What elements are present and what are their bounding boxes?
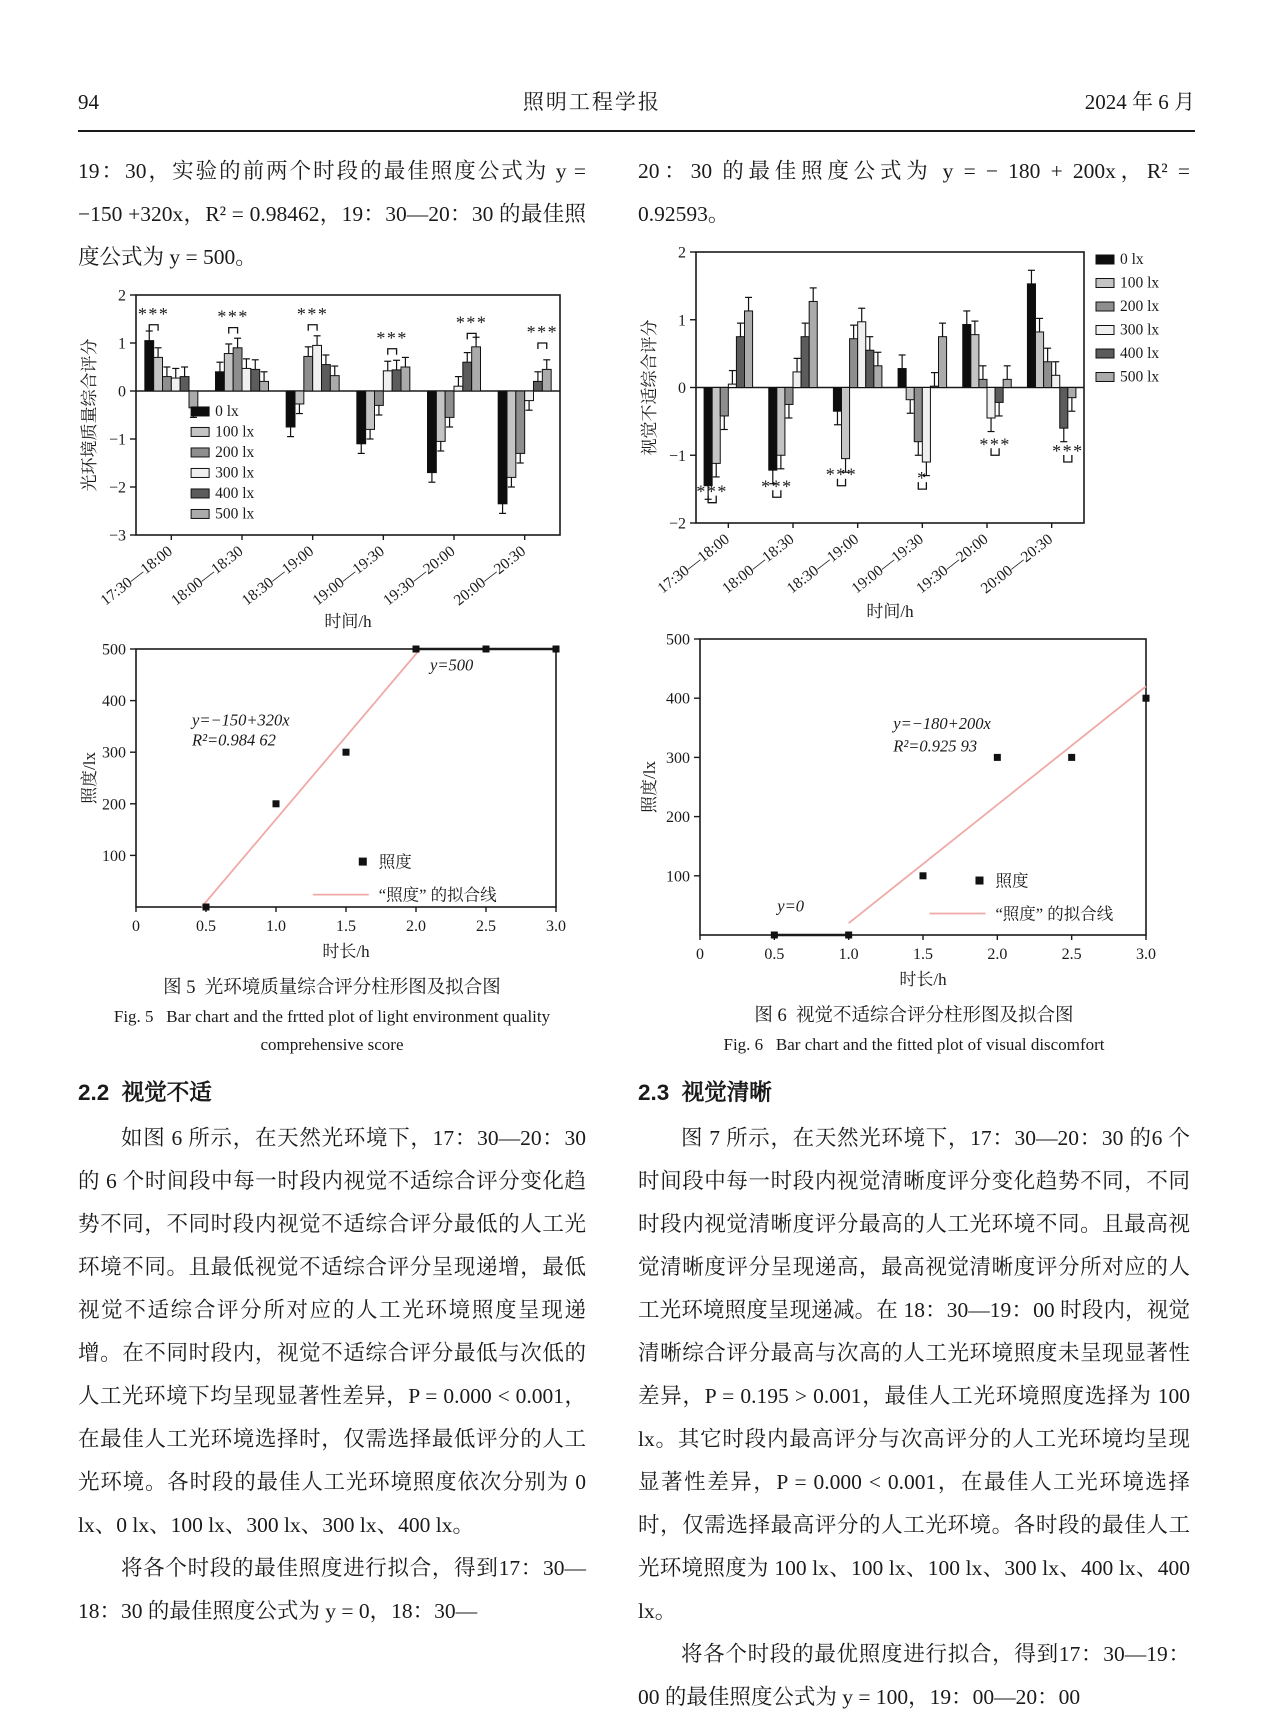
page-number: 94	[78, 90, 99, 114]
svg-text:0: 0	[118, 383, 126, 401]
svg-text:17:30—18:00: 17:30—18:00	[97, 542, 176, 610]
svg-text:500: 500	[102, 641, 126, 659]
svg-text:300 lx: 300 lx	[215, 464, 255, 482]
svg-text:***: ***	[455, 312, 488, 333]
figure5	[78, 285, 586, 1055]
right-column	[638, 150, 1190, 1719]
svg-text:***: ***	[1052, 441, 1084, 462]
svg-text:1: 1	[678, 312, 686, 330]
svg-text:照度: 照度	[378, 852, 412, 872]
svg-text:光环境质量综合评分: 光环境质量综合评分	[80, 338, 99, 492]
svg-text:0.5: 0.5	[196, 918, 216, 935]
fig5-caption-en-line2: comprehensive score	[260, 1035, 404, 1054]
section-2-2-heading: 2.2 视觉不适	[78, 1080, 212, 1105]
svg-text:2.0: 2.0	[987, 946, 1008, 963]
fig6-caption-en: Fig. 6 Bar chart and the fitted plot of visual discomfort	[723, 1035, 1105, 1054]
svg-text:y=−180+200x: y=−180+200x	[893, 713, 991, 733]
svg-text:***: ***	[825, 464, 858, 485]
svg-text:−3: −3	[108, 527, 126, 545]
svg-text:***: ***	[526, 322, 559, 342]
svg-text:3.0: 3.0	[1136, 946, 1156, 963]
svg-text:19:00—19:30: 19:00—19:30	[848, 530, 927, 598]
fig5-caption-zh: 图 5 光环境质量综合评分柱形图及拟合图	[163, 978, 501, 998]
svg-text:17:30—18:00: 17:30—18:00	[654, 530, 733, 598]
svg-text:视觉不适综合评分: 视觉不适综合评分	[640, 319, 659, 456]
svg-text:2.5: 2.5	[1061, 946, 1082, 963]
svg-text:“照度” 的拟合线: “照度” 的拟合线	[378, 885, 497, 905]
svg-text:400 lx: 400 lx	[1120, 345, 1160, 362]
svg-text:时长/h: 时长/h	[322, 942, 370, 961]
left-column	[78, 150, 586, 1719]
svg-text:500: 500	[666, 631, 690, 649]
section-2-3-paragraph-2: 将各个时段的最优照度进行拟合，得到17：30—19：00 的最佳照度公式为 y = 100，19：00—20：00	[638, 1642, 1190, 1709]
svg-text:18:00—18:30: 18:00—18:30	[719, 530, 798, 598]
svg-text:100: 100	[666, 868, 690, 886]
svg-text:1.5: 1.5	[913, 946, 933, 963]
svg-text:300: 300	[666, 749, 690, 767]
fig6-bar-chart	[638, 242, 1190, 627]
figure6	[638, 242, 1190, 1055]
svg-text:500 lx: 500 lx	[215, 505, 255, 523]
svg-text:1.0: 1.0	[838, 946, 859, 963]
svg-text:2: 2	[118, 287, 126, 305]
svg-text:0: 0	[132, 918, 140, 935]
svg-text:0.5: 0.5	[764, 946, 785, 963]
fig6-fit-chart	[638, 627, 1190, 995]
page-header	[78, 86, 1195, 116]
svg-text:“照度” 的拟合线: “照度” 的拟合线	[995, 904, 1114, 924]
fig6-caption-zh: 图 6 视觉不适综合评分柱形图及拟合图	[754, 1006, 1074, 1026]
svg-text:3.0: 3.0	[546, 918, 566, 935]
svg-text:400 lx: 400 lx	[215, 484, 255, 502]
svg-text:2: 2	[678, 244, 686, 262]
svg-text:19:30—20:00: 19:30—20:00	[380, 542, 459, 610]
svg-text:***: ***	[137, 303, 170, 324]
left-intro-paragraph: 19：30，实验的前两个时段的最佳照度公式为 y = −150 +320x，R² = 0.98462，19：30—20：30 的最佳照度公式为 y = 500。	[78, 159, 586, 269]
svg-text:***: ***	[217, 306, 249, 327]
svg-text:R²=0.984 62: R²=0.984 62	[192, 730, 276, 750]
svg-text:2.5: 2.5	[476, 918, 496, 935]
svg-text:照度: 照度	[995, 871, 1029, 891]
issue-date: 2024 年 6 月	[1084, 90, 1195, 114]
svg-text:2.0: 2.0	[406, 918, 426, 935]
section-2-3-heading: 2.3 视觉清晰	[638, 1080, 772, 1105]
svg-text:1: 1	[118, 335, 126, 353]
svg-text:时间/h: 时间/h	[866, 602, 914, 621]
svg-text:R²=0.925 93: R²=0.925 93	[893, 736, 978, 756]
fig5-caption-en-line1: Fig. 5 Bar chart and the frtted plot of light environment quality	[113, 1007, 551, 1026]
svg-text:100 lx: 100 lx	[1120, 274, 1160, 292]
svg-text:y=−150+320x: y=−150+320x	[192, 710, 290, 730]
svg-text:照度/lx: 照度/lx	[80, 752, 99, 804]
svg-text:时长/h: 时长/h	[899, 970, 947, 989]
journal-title: 照明工程学报	[522, 90, 661, 114]
fig5-bar-chart	[78, 285, 570, 637]
svg-text:−2: −2	[668, 515, 686, 533]
svg-text:y=500: y=500	[430, 655, 474, 675]
svg-text:照度/lx: 照度/lx	[640, 761, 659, 813]
svg-text:19:00—19:30: 19:00—19:30	[309, 542, 388, 610]
svg-text:18:30—19:00: 18:30—19:00	[783, 530, 863, 598]
svg-text:−2: −2	[108, 479, 126, 497]
svg-text:500 lx: 500 lx	[1120, 368, 1160, 386]
section-2-3-paragraph-1: 图 7 所示，在天然光环境下，17：30—20：30 的6 个时间段中每一时段内视觉清晰度评分变化趋势不同，不同时段内视觉清晰度评分最高的人工光环境不同。且最高视觉清晰度评分呈现递高，最高视觉清晰度评分所对应的人工光环境照度呈现递减。在 18：30—19：00 时段内，视觉清晰综合评分最高与次高的人工光环境照度未呈现显著性差异，P = 0.195 > 0.001，最佳人工光环境照度选择为 100 lx。其它时段内最高评分与次高评分的人工光环境均呈现显著性差异，P = 0.000 < 0.001，在最佳人工光环境选择时，仅需选择最高评分的人工光环境。各时段的最佳人工光环境照度为 100 lx、100 lx、100 lx、300 lx、400 lx、400 lx。	[638, 1126, 1190, 1623]
svg-text:1.0: 1.0	[266, 918, 286, 935]
svg-text:20:00—20:30: 20:00—20:30	[977, 530, 1057, 598]
section-2-2-paragraph-1: 如图 6 所示，在天然光环境下，17：30—20：30的 6 个时间段中每一时段内视觉不适综合评分变化趋势不同，不同时段内视觉不适综合评分最低的人工光环境不同。且最低视觉不适综合评分呈现递增，最低视觉不适综合评分所对应的人工光环境照度呈现递增。在不同时段内，视觉不适综合评分最低与次低的人工光环境下均呈现显著性差异，P = 0.000 < 0.001，在最佳人工光环境选择时，仅需选择最低评分的人工光环境。各时段的最佳人工光环境照度依次分别为 0 lx、0 lx、100 lx、300 lx、300 lx、400 lx。	[78, 1126, 586, 1537]
svg-text:200 lx: 200 lx	[1120, 298, 1160, 315]
svg-text:400: 400	[102, 693, 126, 711]
svg-text:200: 200	[666, 809, 690, 827]
svg-text:0: 0	[696, 946, 704, 963]
svg-text:19:30—20:00: 19:30—20:00	[913, 530, 992, 598]
svg-text:−1: −1	[108, 431, 126, 449]
svg-text:400: 400	[666, 690, 690, 708]
svg-text:0 lx: 0 lx	[1120, 251, 1144, 268]
svg-text:***: ***	[696, 481, 728, 502]
fig5-fit-chart	[78, 637, 570, 967]
svg-text:100 lx: 100 lx	[215, 423, 255, 441]
section-2-2-paragraph-2: 将各个时段的最佳照度进行拟合，得到17：30—18：30 的最佳照度公式为 y = 0，18：30—	[78, 1556, 586, 1623]
svg-text:200: 200	[102, 796, 126, 814]
svg-text:***: ***	[376, 327, 408, 348]
right-intro-paragraph: 20：30 的最佳照度公式为 y = − 180 + 200x，R² = 0.92593。	[638, 159, 1190, 226]
svg-text:−1: −1	[668, 447, 686, 465]
svg-text:y=0: y=0	[777, 896, 805, 916]
svg-text:300: 300	[102, 744, 126, 762]
svg-text:***: ***	[979, 434, 1011, 455]
svg-text:***: ***	[296, 303, 329, 324]
svg-text:18:00—18:30: 18:00—18:30	[168, 542, 247, 610]
svg-text:时间/h: 时间/h	[324, 612, 372, 631]
header-rule	[78, 130, 1195, 132]
svg-text:300 lx: 300 lx	[1120, 321, 1160, 339]
svg-text:20:00—20:30: 20:00—20:30	[450, 542, 530, 610]
svg-text:*: *	[917, 468, 928, 489]
svg-text:1.5: 1.5	[336, 918, 356, 935]
svg-text:100: 100	[102, 847, 126, 865]
svg-text:18:30—19:00: 18:30—19:00	[238, 542, 318, 610]
svg-text:0 lx: 0 lx	[215, 402, 239, 420]
svg-text:200 lx: 200 lx	[215, 443, 255, 461]
svg-text:0: 0	[678, 380, 686, 397]
svg-text:***: ***	[761, 476, 793, 497]
